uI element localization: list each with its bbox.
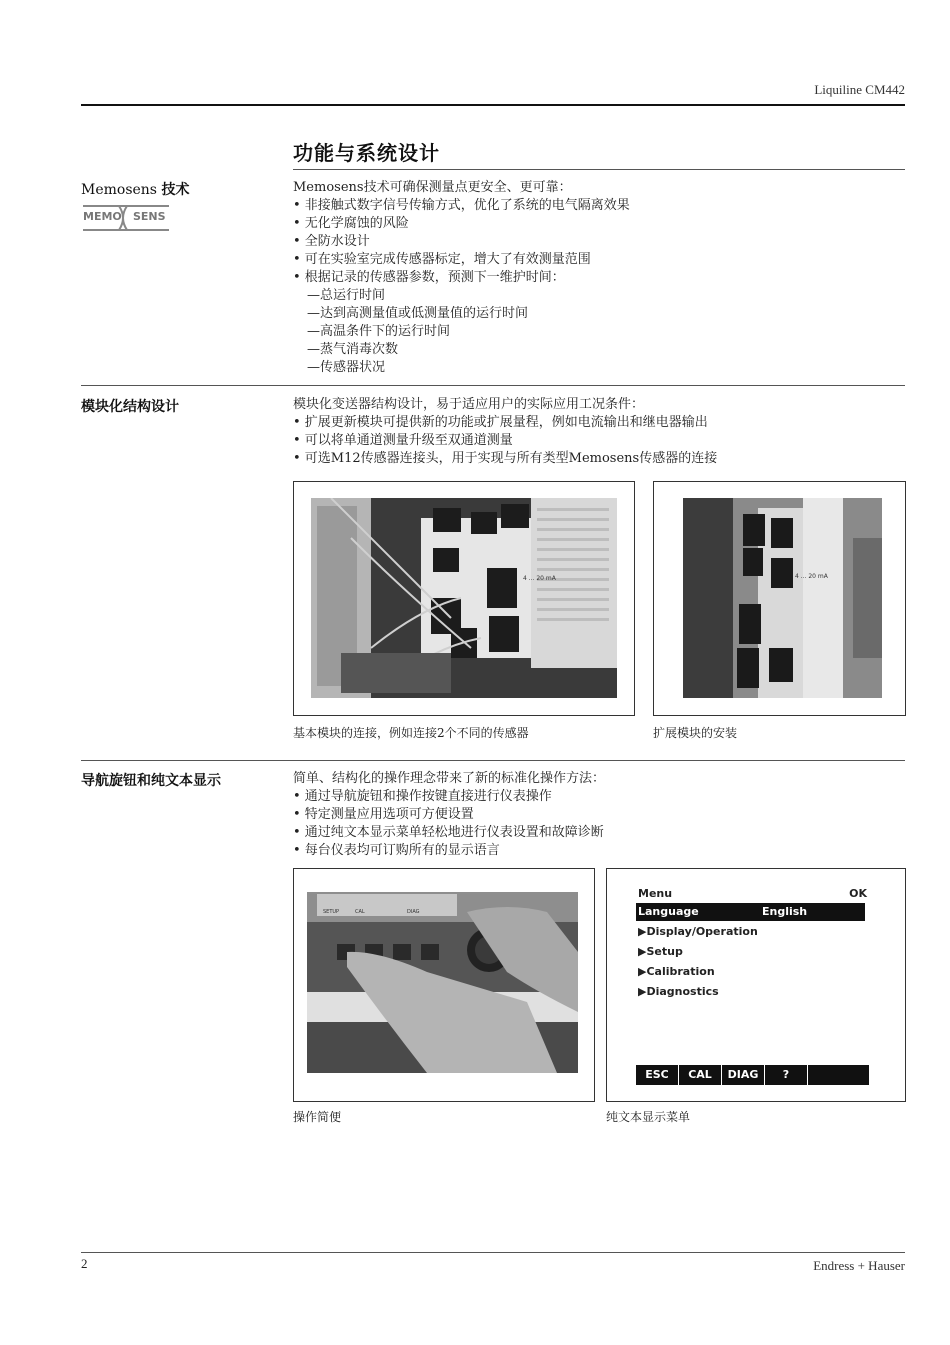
memosens-subline: —高温条件下的运行时间: [307, 324, 451, 339]
lcd-softkey-bar: [636, 1065, 869, 1085]
memosens-line: • 无化学腐蚀的风险: [293, 216, 409, 231]
section-navigation-label: 导航旋钮和纯文本显示: [81, 773, 221, 789]
arrow-right-icon: ▶: [638, 985, 647, 998]
navigation-line: • 每台仪表均可订购所有的显示语言: [293, 843, 500, 858]
section-divider: [81, 760, 905, 761]
softkey-divider: [764, 1065, 765, 1085]
title-rule: [293, 169, 905, 170]
section-modular-label: 模块化结构设计: [81, 399, 179, 415]
memosens-line: • 可在实验室完成传感器标定，增大了有效测量范围: [293, 252, 591, 267]
softkey-divider: [807, 1065, 808, 1085]
section-divider: [81, 385, 905, 386]
document-header-product: Liquiline CM442: [814, 82, 905, 97]
memosens-line: Memosens技术可确保测量点更安全、更可靠：: [293, 180, 572, 195]
softkey-diag[interactable]: DIAG: [727, 1068, 759, 1081]
arrow-right-icon: ▶: [638, 965, 647, 978]
memosens-subline: —传感器状况: [307, 360, 386, 375]
caption-menu-screen: 纯文本显示菜单: [606, 1110, 691, 1124]
device-tab: CAL: [355, 909, 365, 915]
memosens-logo-right: SENS: [133, 210, 166, 223]
memosens-line: • 根据记录的传感器参数，预测下一维护时间：: [293, 270, 565, 285]
basic-module-photo: [311, 498, 617, 698]
memosens-line: • 非接触式数字信号传输方式，优化了系统的电气隔离效果: [293, 198, 630, 213]
section-memosens-body: [293, 179, 903, 377]
navigation-line: • 通过纯文本显示菜单轻松地进行仪表设置和故障诊断: [293, 825, 604, 840]
header-rule: [81, 104, 905, 106]
lcd-screen: [636, 887, 869, 1086]
device-tab: SETUP: [323, 909, 340, 915]
memosens-line: • 全防水设计: [293, 234, 370, 249]
memosens-subline: —达到高测量值或低测量值的运行时间: [307, 306, 529, 321]
arrow-right-icon: ▶: [638, 925, 647, 938]
memosens-subline: —总运行时间: [307, 288, 386, 303]
section-navigation-body: [293, 770, 903, 860]
device-tab: DIAG: [407, 909, 420, 915]
figure-extension-module: [653, 481, 906, 716]
section-memosens-label-cn: 技术: [161, 182, 190, 198]
softkey-help[interactable]: ?: [782, 1068, 790, 1081]
lcd-menu-item[interactable]: [638, 985, 719, 998]
footer-rule: [81, 1252, 905, 1253]
lcd-menu-item-label: Setup: [646, 945, 683, 958]
softkey-cal[interactable]: CAL: [688, 1068, 712, 1081]
caption-operation: 操作简便: [293, 1110, 342, 1124]
memosens-subline: —蒸气消毒次数: [307, 342, 399, 357]
lcd-menu-item[interactable]: [638, 925, 758, 938]
section-memosens-label: [81, 179, 189, 199]
lcd-status: OK: [849, 887, 867, 900]
arrow-right-icon: ▶: [638, 945, 647, 958]
memosens-logo-left: MEMO: [83, 210, 122, 223]
page-title: 功能与系统设计: [293, 141, 440, 165]
softkey-esc[interactable]: ESC: [645, 1068, 669, 1081]
lcd-selected-row[interactable]: [636, 903, 865, 921]
section-memosens-label-latin: Memosens: [81, 182, 157, 198]
section-modular-body: [293, 396, 903, 468]
figure-basic-module: [293, 481, 635, 716]
modular-line: • 扩展更新模块可提供新的功能或扩展量程，例如电流输出和继电器输出: [293, 415, 708, 430]
page-number: 2: [81, 1256, 88, 1271]
navigation-line: • 通过导航旋钮和操作按键直接进行仪表操作: [293, 789, 552, 804]
caption-extension-module: 扩展模块的安装: [653, 726, 738, 740]
operation-photo: [307, 892, 578, 1073]
footer-brand: Endress + Hauser: [813, 1258, 905, 1273]
figure-operation: [293, 868, 595, 1102]
navigation-line: • 特定测量应用选项可方便设置: [293, 807, 474, 822]
modular-line: • 可选M12传感器连接头，用于实现与所有类型Memosens传感器的连接: [293, 451, 718, 466]
lcd-selected-left: Language: [638, 905, 699, 918]
lcd-menu-item-label: Calibration: [646, 965, 715, 978]
lcd-menu-item[interactable]: [638, 945, 683, 958]
caption-basic-module: 基本模块的连接，例如连接2个不同的传感器: [293, 726, 529, 740]
module-label-text: 4 ... 20 mA: [523, 575, 556, 582]
lcd-menu-item-label: Diagnostics: [646, 985, 719, 998]
extension-module-photo: [683, 498, 882, 698]
lcd-menu-title: Menu: [638, 887, 673, 900]
module-label-text: 4 ... 20 mA: [795, 573, 828, 580]
memosens-logo: [81, 203, 173, 233]
navigation-line: 简单、结构化的操作理念带来了新的标准化操作方法：: [293, 771, 606, 786]
softkey-divider: [678, 1065, 679, 1085]
modular-line: 模块化变送器结构设计，易于适应用户的实际应用工况条件：: [293, 397, 645, 412]
modular-line: • 可以将单通道测量升级至双通道测量: [293, 433, 513, 448]
lcd-menu-item[interactable]: [638, 965, 715, 978]
lcd-selected-right: English: [762, 905, 808, 918]
lcd-menu-item-label: Display/Operation: [646, 925, 758, 938]
softkey-divider: [721, 1065, 722, 1085]
figure-menu-screen: [606, 868, 906, 1102]
